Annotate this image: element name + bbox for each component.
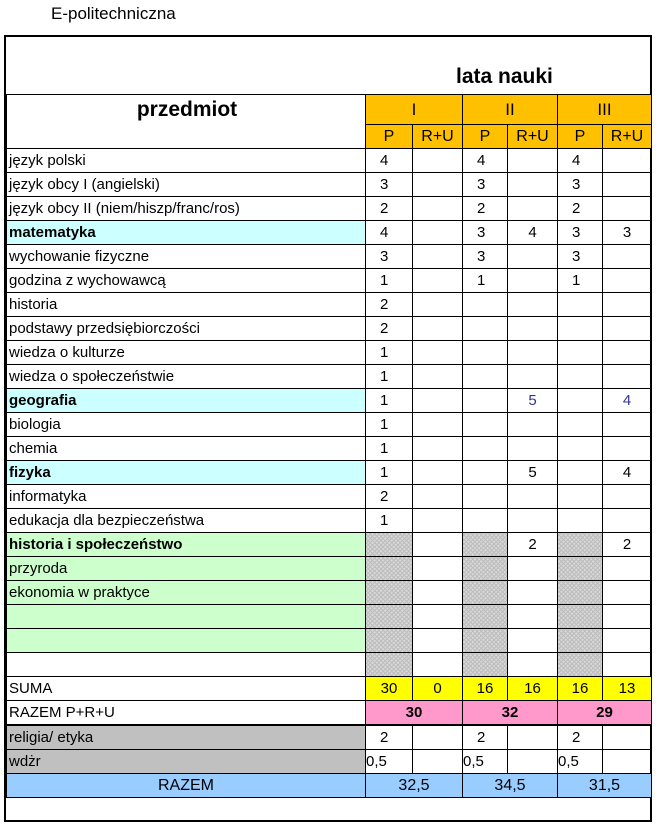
hours-cell [508,245,558,269]
sub-header: R+U [508,125,558,149]
hours-cell [463,509,508,533]
hours-cell [366,533,413,557]
wdzr-value: 0,5 [463,750,508,774]
hours-cell [603,269,652,293]
hours-cell [603,365,652,389]
hours-cell [413,509,463,533]
hours-cell [558,533,603,557]
hours-cell [603,173,652,197]
razem-pru-value: 32 [463,701,558,726]
hours-cell [603,605,652,629]
hours-cell: 5 [508,389,558,413]
hours-cell: 2 [366,197,413,221]
suma-label: SUMA [7,677,366,701]
hours-cell: 1 [366,269,413,293]
table-row [7,581,652,605]
table-row [7,317,652,341]
hours-cell [508,557,558,581]
sub-header: P [463,125,508,149]
hours-cell: 1 [366,461,413,485]
subject-cell: historia i społeczeństwo [7,533,366,557]
hours-cell [603,341,652,365]
hours-cell: 2 [366,293,413,317]
table-row [7,485,652,509]
subject-cell: język polski [7,149,366,173]
religia-empty [413,725,463,750]
hours-cell [558,413,603,437]
suma-value: 30 [366,677,413,701]
subject-cell: język obcy II (niem/hiszp/franc/ros) [7,197,366,221]
wdzr-empty [603,750,652,774]
table-row [7,413,652,437]
hours-cell: 1 [366,341,413,365]
subject-cell: matematyka [7,221,366,245]
religia-row [7,725,652,750]
hours-cell [558,509,603,533]
hours-cell [463,629,508,653]
religia-empty [508,725,558,750]
hours-cell [603,317,652,341]
hours-cell [413,389,463,413]
hours-cell [603,509,652,533]
hours-cell [413,293,463,317]
subject-cell: ekonomia w praktyce [7,581,366,605]
hours-cell [558,341,603,365]
hours-cell [413,557,463,581]
hours-cell: 3 [463,221,508,245]
hours-cell [463,293,508,317]
year-header: II [463,95,558,125]
hours-cell [508,269,558,293]
hours-cell [558,461,603,485]
wdzr-empty [508,750,558,774]
razem-pru-value: 29 [558,701,652,726]
subject-cell: biologia [7,413,366,437]
hours-cell [558,293,603,317]
hours-cell [508,581,558,605]
subject-cell [7,629,366,653]
hours-cell [508,173,558,197]
hours-cell [508,197,558,221]
hours-cell: 4 [366,221,413,245]
hours-cell [558,317,603,341]
sub-header: P [558,125,603,149]
hours-cell: 2 [558,197,603,221]
hours-cell [463,605,508,629]
table-row [7,605,652,629]
religia-value: 2 [558,725,603,750]
table-row [7,437,652,461]
table-row [7,149,652,173]
suma-value: 16 [463,677,508,701]
suma-value: 16 [558,677,603,701]
year-header: III [558,95,652,125]
hours-cell: 2 [366,317,413,341]
hours-cell [413,485,463,509]
hours-cell [603,293,652,317]
hours-cell [413,317,463,341]
religia-empty [603,725,652,750]
hours-cell: 2 [603,533,652,557]
hours-cell: 4 [603,461,652,485]
hours-cell: 3 [463,173,508,197]
hours-cell: 4 [366,149,413,173]
table-row [7,293,652,317]
religia-label: religia/ etyka [7,725,366,750]
header-row-years [7,95,652,125]
hours-cell [603,629,652,653]
hours-cell [603,557,652,581]
suma-value: 13 [603,677,652,701]
hours-cell: 1 [366,509,413,533]
table-row [7,509,652,533]
hours-cell [413,269,463,293]
hours-cell [413,629,463,653]
hours-cell: 2 [508,533,558,557]
razem-pru-row [7,701,652,726]
wdzr-label: wdżr [7,750,366,774]
wdzr-value: 0,5 [366,750,413,774]
hours-cell: 3 [558,221,603,245]
hours-cell [508,653,558,677]
hours-cell: 3 [463,245,508,269]
subject-cell: edukacja dla bezpieczeństwa [7,509,366,533]
hours-cell [558,557,603,581]
table-row [7,533,652,557]
hours-cell [366,653,413,677]
hours-cell [603,581,652,605]
hours-cell [508,605,558,629]
hours-cell [508,365,558,389]
suma-value: 0 [413,677,463,701]
hours-cell [603,245,652,269]
hours-cell [463,341,508,365]
table-row [7,461,652,485]
razem-label: RAZEM [7,774,366,798]
document-title: E-politechniczna [51,4,176,23]
subject-cell: godzina z wychowawcą [7,269,366,293]
table-row [7,557,652,581]
razem-value: 34,5 [463,774,558,798]
hours-cell: 3 [558,245,603,269]
hours-cell [603,413,652,437]
subject-cell: przyroda [7,557,366,581]
hours-cell: 1 [366,389,413,413]
przedmiot-header: przedmiot [7,95,366,149]
hours-cell [558,629,603,653]
hours-cell [603,149,652,173]
hours-cell [413,437,463,461]
hours-cell [413,149,463,173]
hours-cell: 1 [366,413,413,437]
hours-cell: 3 [558,173,603,197]
lata-nauki-heading: lata nauki [456,65,553,88]
hours-cell: 4 [463,149,508,173]
hours-cell: 1 [366,437,413,461]
table-row [7,173,652,197]
hours-cell [558,389,603,413]
table-row [7,629,652,653]
hours-cell: 1 [463,269,508,293]
hours-cell [508,317,558,341]
table-row [7,653,652,677]
hours-cell: 1 [366,365,413,389]
hours-cell: 4 [603,389,652,413]
subject-cell: chemia [7,437,366,461]
razem-pru-value: 30 [366,701,463,726]
hours-cell [558,605,603,629]
hours-cell [463,437,508,461]
hours-cell [413,341,463,365]
razem-pru-label: RAZEM P+R+U [7,701,366,726]
religia-value: 2 [366,725,413,750]
hours-cell [508,293,558,317]
hours-cell [463,485,508,509]
hours-cell [463,413,508,437]
hours-cell [508,629,558,653]
hours-cell [508,509,558,533]
hours-cell [463,389,508,413]
hours-cell: 3 [366,173,413,197]
hours-cell [413,221,463,245]
hours-cell [413,245,463,269]
hours-cell [413,461,463,485]
hours-cell [413,365,463,389]
hours-cell [413,197,463,221]
hours-cell [463,581,508,605]
table-row [7,365,652,389]
year-header: I [366,95,463,125]
hours-cell [463,653,508,677]
sub-header: R+U [603,125,652,149]
hours-cell [558,653,603,677]
suma-row [7,677,652,701]
hours-cell [463,533,508,557]
hours-cell [603,437,652,461]
wdzr-row [7,750,652,774]
wdzr-value: 0,5 [558,750,603,774]
hours-cell [413,605,463,629]
hours-cell [558,581,603,605]
sub-header: R+U [413,125,463,149]
subject-cell: język obcy I (angielski) [7,173,366,197]
hours-cell [603,653,652,677]
subject-cell: geografia [7,389,366,413]
table-row [7,221,652,245]
subject-cell [7,653,366,677]
hours-cell [366,629,413,653]
sub-header: P [366,125,413,149]
hours-cell [508,341,558,365]
hours-cell: 2 [463,197,508,221]
hours-cell [413,533,463,557]
subject-cell: informatyka [7,485,366,509]
hours-cell: 4 [558,149,603,173]
hours-cell [508,437,558,461]
hours-cell [603,197,652,221]
hours-cell: 2 [366,485,413,509]
razem-row [7,774,652,798]
hours-cell [366,557,413,581]
religia-value: 2 [463,725,508,750]
subject-cell: historia [7,293,366,317]
hours-cell [413,413,463,437]
hours-cell [508,413,558,437]
hours-cell [366,581,413,605]
table-row [7,245,652,269]
table-row [7,197,652,221]
hours-cell: 1 [558,269,603,293]
hours-cell: 4 [508,221,558,245]
hours-cell [413,173,463,197]
hours-cell: 3 [366,245,413,269]
hours-cell [463,317,508,341]
subject-cell: wiedza o kulturze [7,341,366,365]
hours-cell [463,461,508,485]
hours-cell [413,581,463,605]
hours-cell [366,605,413,629]
subject-cell: fizyka [7,461,366,485]
hours-cell [508,485,558,509]
razem-value: 32,5 [366,774,463,798]
hours-cell: 5 [508,461,558,485]
curriculum-table [6,94,652,798]
razem-value: 31,5 [558,774,652,798]
hours-cell [413,653,463,677]
hours-cell [463,557,508,581]
hours-cell: 3 [603,221,652,245]
subject-cell: wychowanie fizyczne [7,245,366,269]
suma-value: 16 [508,677,558,701]
wdzr-empty [413,750,463,774]
subject-cell [7,605,366,629]
table-row [7,389,652,413]
subject-cell: wiedza o społeczeństwie [7,365,366,389]
table-row [7,269,652,293]
hours-cell [558,485,603,509]
hours-cell [558,365,603,389]
subject-cell: podstawy przedsiębiorczości [7,317,366,341]
hours-cell [463,365,508,389]
hours-cell [603,485,652,509]
hours-cell [508,149,558,173]
hours-cell [558,437,603,461]
table-row [7,341,652,365]
